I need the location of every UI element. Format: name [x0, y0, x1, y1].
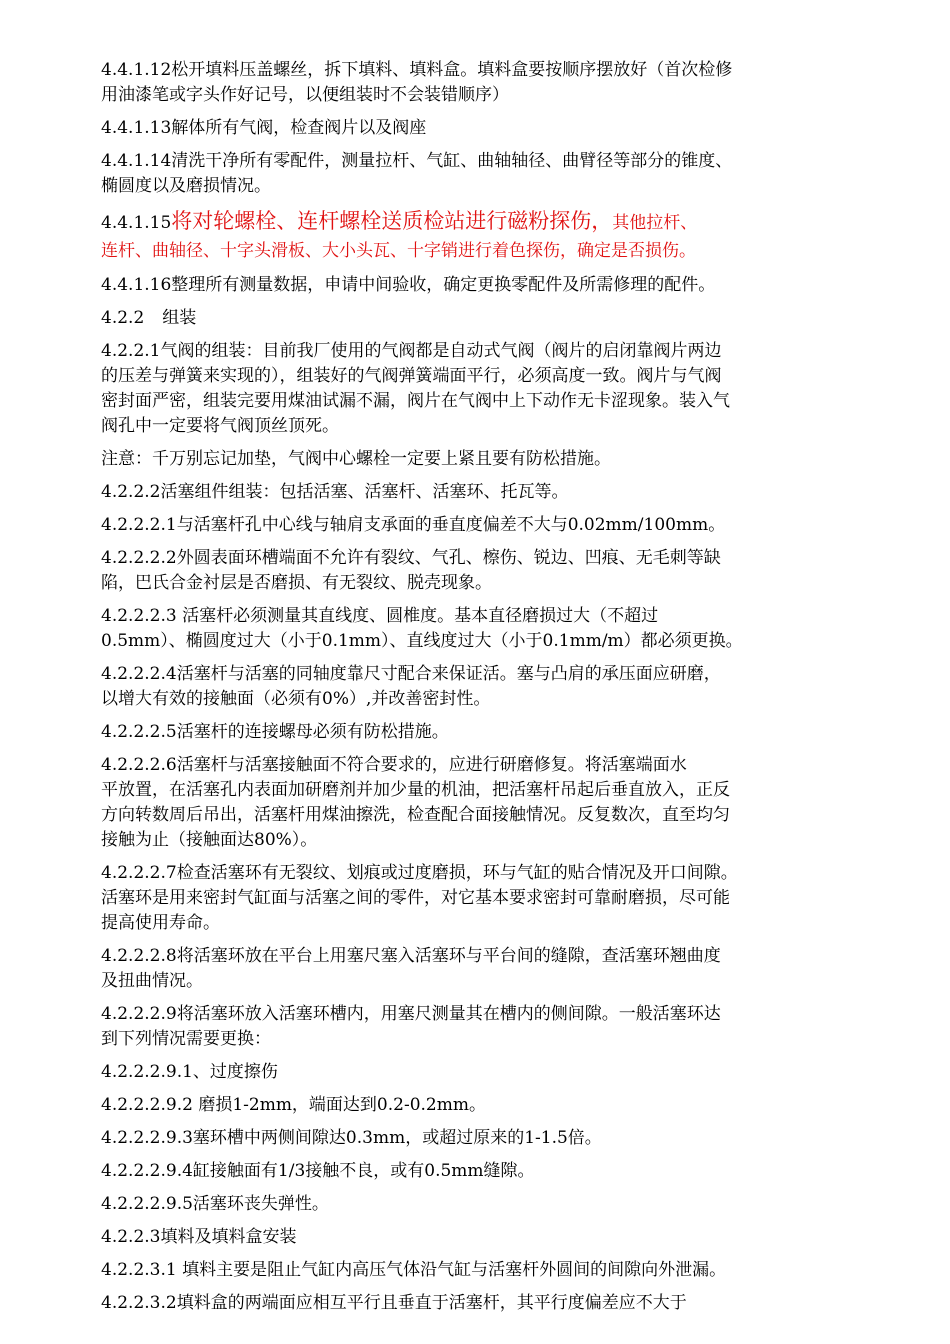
paragraph-4-2-2-2-9: 4.2.2.2.9将活塞环放入活塞环槽内，用塞尺测量其在槽内的侧间隙。一般活塞环达 到下列情况需要更换： [101, 1004, 721, 1049]
paragraph-4-4-1-15-highlight: 4.4.1.15将对轮螺栓、连杆螺栓送质检站进行磁粉探伤，其他拉杆、 连杆、曲轴径、十字头滑板、大小头瓦、十字销进行着色探伤，确定是否损伤。 [101, 209, 698, 261]
paragraph-4-2-2-2-1: 4.2.2.2.1与活塞杆孔中心线与轴肩支承面的垂直度偏差不大与0.02mm/100mm。 [101, 515, 726, 535]
highlight-text-large: 将对轮螺栓、连杆螺栓送质检站进行磁粉探伤， [171, 209, 613, 233]
section-heading-assembly: 4.2.2 组装 [101, 308, 197, 328]
highlight-text: 连杆、曲轴径、十字头滑板、大小头瓦、十字销进行着色探伤，确定是否损伤。 [101, 241, 696, 261]
paragraph-note: 注意：千万别忘记加垫，气阀中心螺栓一定要上紧且要有防松措施。 [101, 449, 611, 469]
paragraph-4-4-1-13: 4.4.1.13解体所有气阀，检查阀片以及阀座 [101, 118, 427, 138]
paragraph-4-2-2-2-4: 4.2.2.2.4活塞杆与活塞的同轴度靠尺寸配合来保证活。塞与凸肩的承压面应研磨， 以增大有效的接触面（必须有0%）,并改善密封性。 [101, 664, 721, 709]
paragraph-4-2-2-2-9-2: 4.2.2.2.9.2 磨损1-2mm，端面达到0.2-0.2mm。 [101, 1095, 486, 1115]
paragraph-4-2-2-2-8: 4.2.2.2.8将活塞环放在平台上用塞尺塞入活塞环与平台间的缝隙，查活塞环翘曲度 及扭曲情况。 [101, 946, 721, 991]
paragraph-4-2-2-2-7: 4.2.2.2.7检查活塞环有无裂纹、划痕或过度磨损，环与气缸的贴合情况及开口间隙。 活塞环是用来密封气缸面与活塞之间的零件，对它基本要求密封可靠耐磨损，尽可能 提高使用寿命。 [101, 863, 738, 933]
paragraph-4-2-2-2-9-1: 4.2.2.2.9.1、过度擦伤 [101, 1062, 278, 1082]
highlight-text: 其他拉杆、 [612, 213, 698, 233]
paragraph-4-4-1-16: 4.4.1.16整理所有测量数据，申请中间验收，确定更换零配件及所需修理的配件。 [101, 275, 716, 295]
paragraph-4-2-2-2-3: 4.2.2.2.3 活塞杆必须测量其直线度、圆椎度。基本直径磨损过大（不超过 0.5mm）、椭圆度过大（小于0.1mm）、直线度过大（小于0.1mm/m）都必须更换。 [101, 606, 743, 651]
paragraph-4-2-2-1: 4.2.2.1气阀的组装：目前我厂使用的气阀都是自动式气阀（阀片的启闭靠阀片两边 的压差与弹簧来实现的），组装好的气阀弹簧端面平行，必须高度一致。阀片与气阀 密封面严密，组装完要用煤油试漏不漏，阀片在气阀中上下动作无卡涩现象。装入气 阀孔中一定要将气阀顶丝顶死。 [101, 341, 730, 436]
paragraph-4-2-2-2-9-3: 4.2.2.2.9.3塞环槽中两侧间隙达0.3mm，或超过原来的1-1.5倍。 [101, 1128, 602, 1148]
paragraph-4-2-2-2-9-4: 4.2.2.2.9.4缸接触面有1/3接触不良，或有0.5mm缝隙。 [101, 1161, 535, 1181]
paragraph-4-2-2-3: 4.2.2.3填料及填料盒安装 [101, 1227, 297, 1247]
paragraph-4-4-1-12: 4.4.1.12松开填料压盖螺丝，拆下填料、填料盒。填料盒要按顺序摆放好（首次检修 用油漆笔或字头作好记号，以便组装时不会装错顺序） [101, 60, 733, 105]
paragraph-4-4-1-14: 4.4.1.14清洗干净所有零配件，测量拉杆、气缸、曲轴轴径、曲臂径等部分的锥度、 椭圆度以及磨损情况。 [101, 151, 733, 196]
paragraph-4-2-2-2-6: 4.2.2.2.6活塞杆与活塞接触面不符合要求的，应进行研磨修复。将活塞端面水 平放置，在活塞孔内表面加研磨剂并加少量的机油，把活塞杆吊起后垂直放入，正反 方向转数周后吊出，活塞杆用煤油擦洗，检查配合面接触情况。反复数次，直至均匀 接触为止（接触面达80%）。 [101, 755, 730, 850]
paragraph-4-2-2-3-2: 4.2.2.3.2填料盒的两端面应相互平行且垂直于活塞杆，其平行度偏差应不大于 [101, 1293, 687, 1313]
paragraph-4-2-2-2-9-5: 4.2.2.2.9.5活塞环丧失弹性。 [101, 1194, 329, 1214]
document-page [101, 58, 861, 1324]
paragraph-4-2-2-2: 4.2.2.2活塞组件组装：包括活塞、活塞杆、活塞环、托瓦等。 [101, 482, 569, 502]
paragraph-4-2-2-2-2: 4.2.2.2.2外圆表面环槽端面不允许有裂纹、气孔、檫伤、锐边、凹痕、无毛刺等缺 陷，巴氏合金衬层是否磨损、有无裂纹、脱壳现象。 [101, 548, 721, 593]
paragraph-4-2-2-3-1: 4.2.2.3.1 填料主要是阻止气缸内高压气体沿气缸与活塞杆外圆间的间隙向外泄漏。 [101, 1260, 727, 1280]
paragraph-4-2-2-2-5: 4.2.2.2.5活塞杆的连接螺母必须有防松措施。 [101, 722, 449, 742]
